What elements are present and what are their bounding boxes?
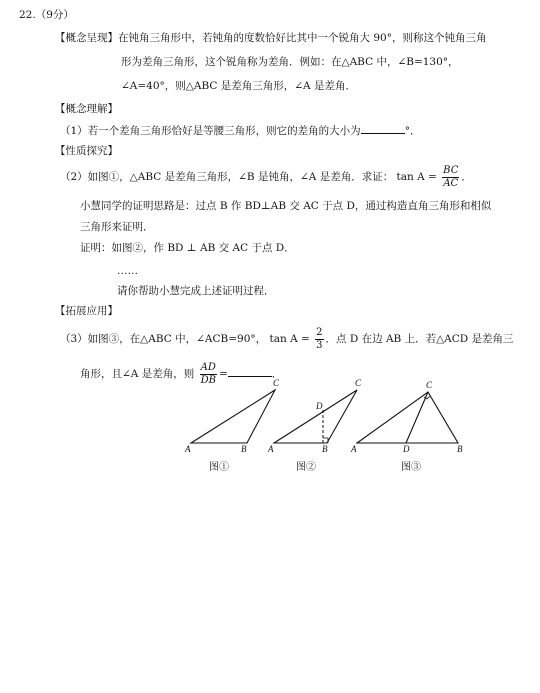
q3-line-1: （3）如图③，在△ABC 中，∠ACB=90°， tan A = $\frac{2}{3}$ ．点 D 在边 AB 上．若△ACD 是差角三 (60, 326, 514, 351)
fig3-label-a: A (351, 444, 357, 454)
section-concept-understand: 【概念理解】 (55, 103, 118, 115)
fig1-label-c: C (273, 378, 280, 388)
caption-figure-1: 图① (209, 462, 229, 473)
figure-1 (184, 378, 280, 454)
fig3-label-d: D (403, 444, 410, 454)
q2-idea-2: 三角形来证明． (80, 221, 154, 233)
fig2-label-c: C (355, 378, 362, 388)
figure-2 (267, 378, 362, 454)
fig2-label-a: A (268, 444, 274, 454)
q1-line: （1）若一个差角三角形恰好是等腰三角形，则它的差角的大小为 °． (60, 121, 420, 138)
fig1-label-a: A (185, 444, 191, 454)
q2-dots: …… (117, 265, 138, 277)
concept-text-1: 在钝角三角形中，若钝角的度数恰好比其中一个锐角大 90°，则称这个钝角三角 (118, 32, 487, 44)
section-concept-present: 【概念呈现】 (55, 32, 118, 44)
section-property-explore: 【性质探究】 (55, 145, 118, 157)
fig2-label-b: B (322, 444, 328, 454)
question-number: 22. (19, 9, 36, 21)
q2-idea-1: 小慧同学的证明思路是：过点 B 作 BD⊥AB 交 AC 于点 D，通过构造直角三角形和相似 (80, 200, 492, 212)
q3-line-2: 角形，且∠A 是差角，则 $\frac{AD}{DB}$ = ． (80, 361, 283, 386)
concept-line-2: 形为差角三角形，这个锐角称为差角．例如：在△ABC 中，∠B=130°， (121, 56, 459, 68)
caption-figure-3: 图③ (401, 462, 421, 473)
q3-tan-fraction: $\frac{2}{3}$ (316, 326, 323, 351)
fig2-label-d: D (316, 401, 323, 411)
fig3-label-b: B (457, 444, 463, 454)
q2-fraction: $\frac{BC}{AC}$ (443, 164, 459, 189)
fig3-label-c: C (426, 380, 433, 390)
section-extension: 【拓展应用】 (55, 305, 118, 317)
fig1-label-b: B (241, 444, 247, 454)
caption-figure-2: 图② (296, 462, 316, 473)
q2-help: 请你帮助小慧完成上述证明过程． (117, 285, 275, 297)
q2-proof: 证明：如图②，作 BD ⊥ AB 交 AC 于点 D． (80, 242, 295, 254)
concept-line-3: ∠A=40°，则△ABC 是差角三角形，∠A 是差角． (121, 80, 356, 92)
question-points: （9分） (35, 9, 74, 21)
q2-line-1: （2）如图①，△ABC 是差角三角形，∠B 是钝角，∠A 是差角．求证： tan A = $\frac{BC}{AC}$ ． (60, 164, 472, 189)
figure-3 (350, 380, 463, 454)
q3-ratio-fraction: $\frac{AD}{DB}$ (200, 361, 216, 386)
